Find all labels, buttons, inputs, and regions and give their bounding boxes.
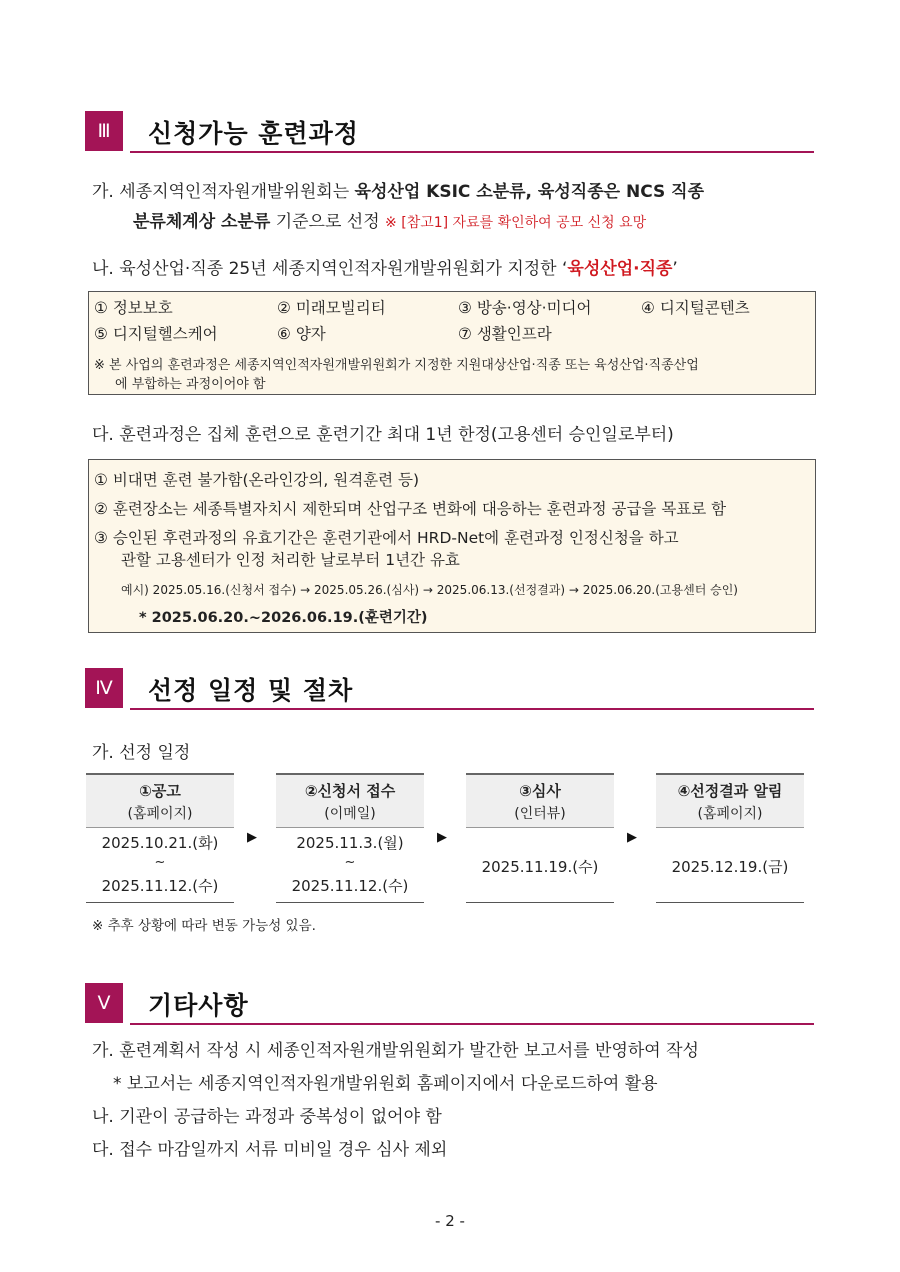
step-title: ③심사 — [519, 782, 561, 800]
arrow-right-icon: ▶ — [627, 830, 637, 845]
step-date-end: 2025.11.12.(수) — [101, 877, 219, 895]
industry-item: ② 미래모빌리티 — [277, 299, 386, 317]
training-conditions-box — [88, 459, 816, 633]
condition-2: ② 훈련장소는 세종특별자치시 제한되며 산업구조 변화에 대응하는 훈련과정 공급을 목표로 함 — [94, 500, 727, 518]
step-title: ②신청서 접수 — [304, 782, 396, 800]
etc-item-na: 나. 기관이 공급하는 과정과 중복성이 없어야 함 — [92, 1107, 442, 1127]
schedule-note: ※ 추후 상황에 따라 변동 가능성 있음. — [92, 918, 316, 934]
arrow-right-icon: ▶ — [437, 830, 447, 845]
step-title: ④선정결과 알림 — [677, 782, 783, 800]
industry-item: ⑥ 양자 — [277, 325, 326, 343]
item-ga-ref: ※ [참고1] 자료를 확인하여 공모 신청 요망 — [385, 215, 647, 231]
step-date: 2025.11.19.(수) — [481, 858, 599, 876]
condition-1: ① 비대면 훈련 불가함(온라인강의, 원격훈련 등) — [94, 471, 420, 489]
section-title-4: 선정 일정 및 절차 — [148, 676, 354, 705]
step-dates-2 — [276, 832, 424, 903]
section-underline-4 — [130, 708, 814, 710]
item-ga-bold2: 분류체계상 소분류 — [133, 212, 271, 232]
training-period: * 2025.06.20.~2026.06.19.(훈련기간) — [139, 610, 428, 626]
step-date-start: 2025.11.3.(월) — [296, 834, 404, 852]
item-ga-prefix: 가. 세종지역인적자원개발위원회는 — [92, 182, 355, 202]
step-date: 2025.12.19.(금) — [671, 858, 789, 876]
step-subtitle: (인터뷰) — [514, 806, 566, 822]
step-header-3 — [466, 773, 614, 828]
box-note-line1: ※ 본 사업의 훈련과정은 세종지역인적자원개발위원회가 지정한 지원대상산업·직종 또는 육성산업·직종산업 — [94, 358, 699, 373]
item-da: 다. 훈련과정은 집체 훈련으로 훈련기간 최대 1년 한정(고용센터 승인일로부터) — [92, 425, 674, 445]
industry-item: ⑤ 디지털헬스케어 — [94, 325, 218, 343]
step-date-tilde: ~ — [344, 855, 356, 870]
step-header-4 — [656, 773, 804, 828]
industry-item: ⑦ 생활인프라 — [458, 325, 552, 343]
etc-item-da: 다. 접수 마감일까지 서류 미비일 경우 심사 제외 — [92, 1140, 448, 1160]
step-dates-1 — [86, 832, 234, 903]
item-na-suffix: ’ — [672, 259, 678, 279]
section-number-5: Ⅴ — [85, 983, 123, 1023]
step-subtitle: (이메일) — [324, 806, 376, 822]
condition-3b: 관할 고용센터가 인정 처리한 날로부터 1년간 유효 — [121, 551, 460, 569]
step-header-2 — [276, 773, 424, 828]
step-title: ①공고 — [139, 782, 181, 800]
section-underline-5 — [130, 1023, 814, 1025]
schedule-heading: 가. 선정 일정 — [92, 743, 191, 763]
step-dates-4 — [656, 832, 804, 903]
item-ga-line1 — [92, 177, 704, 202]
item-ga-line2 — [133, 207, 646, 232]
item-na-highlight: 육성산업·직종 — [567, 259, 673, 279]
industry-item: ④ 디지털콘텐츠 — [641, 299, 750, 317]
item-na — [92, 254, 678, 279]
industry-item: ③ 방송·영상·미디어 — [458, 299, 592, 317]
item-ga-bold1: 육성산업 KSIC 소분류, 육성직종은 NCS 직종 — [354, 182, 704, 202]
section-number-4: Ⅳ — [85, 668, 123, 708]
step-header-1 — [86, 773, 234, 828]
step-subtitle: (홈페이지) — [127, 806, 193, 822]
page-number: - 2 - — [435, 1212, 465, 1230]
item-ga-rest: 기준으로 선정 — [270, 212, 386, 232]
arrow-right-icon: ▶ — [247, 830, 257, 845]
industry-box — [88, 291, 816, 395]
section-number-3: Ⅲ — [85, 111, 123, 151]
etc-item-ga: 가. 훈련계획서 작성 시 세종인적자원개발위원회가 발간한 보고서를 반영하여 작성 — [92, 1041, 699, 1061]
section-underline-3 — [130, 151, 814, 153]
step-date-end: 2025.11.12.(수) — [291, 877, 409, 895]
step-subtitle: (홈페이지) — [697, 806, 763, 822]
step-date-tilde: ~ — [154, 855, 166, 870]
etc-item-ga-note: * 보고서는 세종지역인적자원개발위원회 홈페이지에서 다운로드하여 활용 — [113, 1074, 658, 1094]
section-title-5: 기타사항 — [148, 991, 249, 1020]
industry-item: ① 정보보호 — [94, 299, 173, 317]
section-title-3: 신청가능 훈련과정 — [148, 119, 359, 148]
example-timeline: 예시) 2025.05.16.(신청서 접수) → 2025.05.26.(심사) → 2025.06.13.(선정결과) → 2025.06.20.(고용센터 승인) — [121, 583, 738, 597]
step-date-start: 2025.10.21.(화) — [101, 834, 219, 852]
condition-3a: ③ 승인된 후련과정의 유효기간은 훈련기관에서 HRD-Net에 훈련과정 인정신청을 하고 — [94, 529, 679, 547]
box-note-line2: 에 부합하는 과정이어야 함 — [115, 377, 266, 392]
item-na-prefix: 나. 육성산업·직종 25년 세종지역인적자원개발위원회가 지정한 ‘ — [92, 259, 568, 279]
step-dates-3 — [466, 832, 614, 903]
